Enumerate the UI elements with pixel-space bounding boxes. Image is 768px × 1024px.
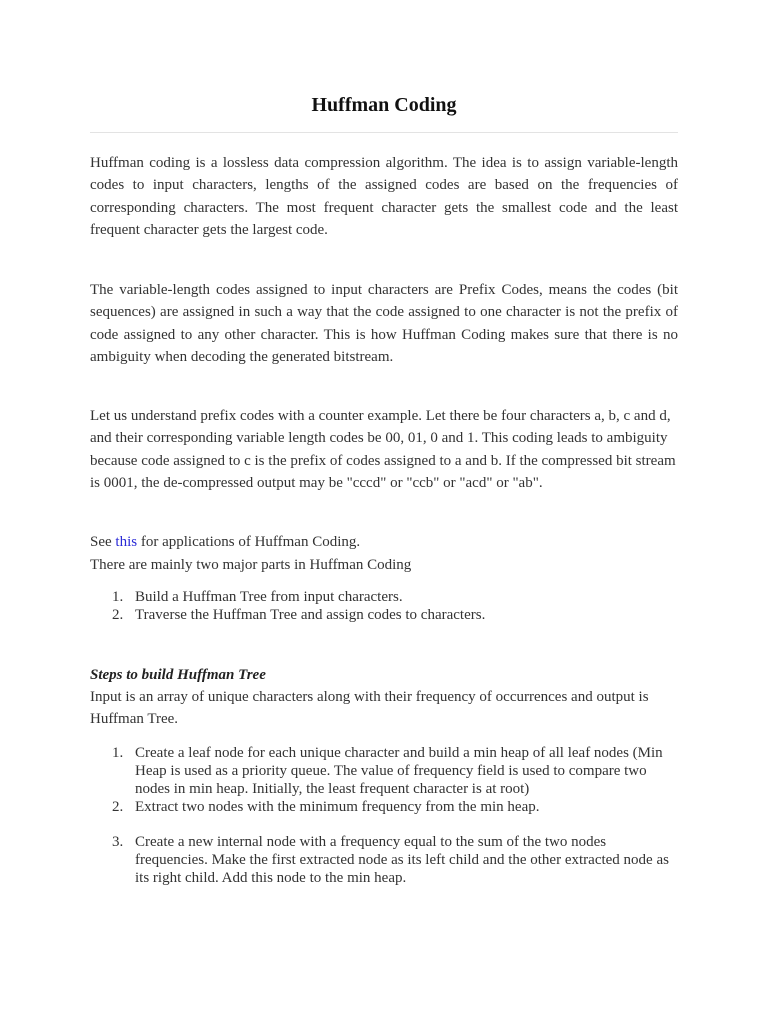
list-item-number: 3.: [112, 834, 124, 850]
list-item: [90, 798, 678, 816]
steps-list: [90, 744, 678, 887]
intro-paragraph: Huffman coding is a lossless data compression algorithm. The idea is to assign variable-length codes to input characters, lengths of the assigned codes are based on the frequencies of corresponding characters. The most frequent character gets the smallest code and the least frequent character gets the largest code.: [90, 155, 678, 238]
list-item-text: Create a leaf node for each unique character and build a min heap of all leaf nodes (Min Heap is used as a priority queue. The value of frequency field is used to compare two nodes in min heap. Initially, the least frequent character is at root): [135, 745, 663, 797]
title-divider: [90, 132, 678, 133]
see-suffix-text: for applications of Huffman Coding.: [137, 534, 361, 550]
list-item-text: Traverse the Huffman Tree and assign codes to characters.: [135, 607, 486, 623]
list-item-text: Build a Huffman Tree from input characters.: [135, 589, 403, 605]
list-item: [90, 744, 678, 798]
steps-heading: Steps to build Huffman Tree: [90, 667, 266, 683]
applications-link[interactable]: this: [115, 534, 138, 550]
list-item-number: 1.: [112, 745, 124, 761]
list-item: [90, 588, 678, 606]
counter-example-paragraph: Let us understand prefix codes with a counter example. Let there be four characters a, b, c and d, and their corresponding variable length codes be 00, 01, 0 and 1. This coding leads to ambiguity because code assigned to c is the prefix of codes assigned to a and b. If the compressed bit stream is 0001, the de-compressed output may be "cccd" or "ccb" or "acd" or "ab".: [90, 408, 676, 491]
major-parts-list: [90, 588, 678, 624]
list-item-text: Create a new internal node with a frequency equal to the sum of the two nodes frequencies. Make the first extracted node as its left child and the other extracted node as its right child. Add this node to the min heap.: [135, 834, 669, 886]
list-item: [90, 833, 678, 887]
list-item-text: Extract two nodes with the minimum frequency from the min heap.: [135, 799, 540, 815]
see-prefix-text: See: [90, 534, 116, 550]
list-item-number: 1.: [112, 589, 124, 605]
list-item: [90, 606, 678, 624]
major-parts-line: There are mainly two major parts in Huffman Coding: [90, 557, 412, 573]
steps-intro-paragraph: Input is an array of unique characters along with their frequency of occurrences and output is Huffman Tree.: [90, 689, 649, 728]
prefix-codes-paragraph: The variable-length codes assigned to input characters are Prefix Codes, means the codes (bit sequences) are assigned in such a way that the code assigned to one character is not the prefix of code assigned to any other character. This is how Huffman Coding makes sure that there is no ambiguity when decoding the generated bitstream.: [90, 282, 678, 365]
see-applications-line: [90, 531, 678, 553]
page-title: Huffman Coding: [311, 94, 457, 116]
list-item-number: 2.: [112, 607, 124, 623]
list-item-number: 2.: [112, 799, 124, 815]
